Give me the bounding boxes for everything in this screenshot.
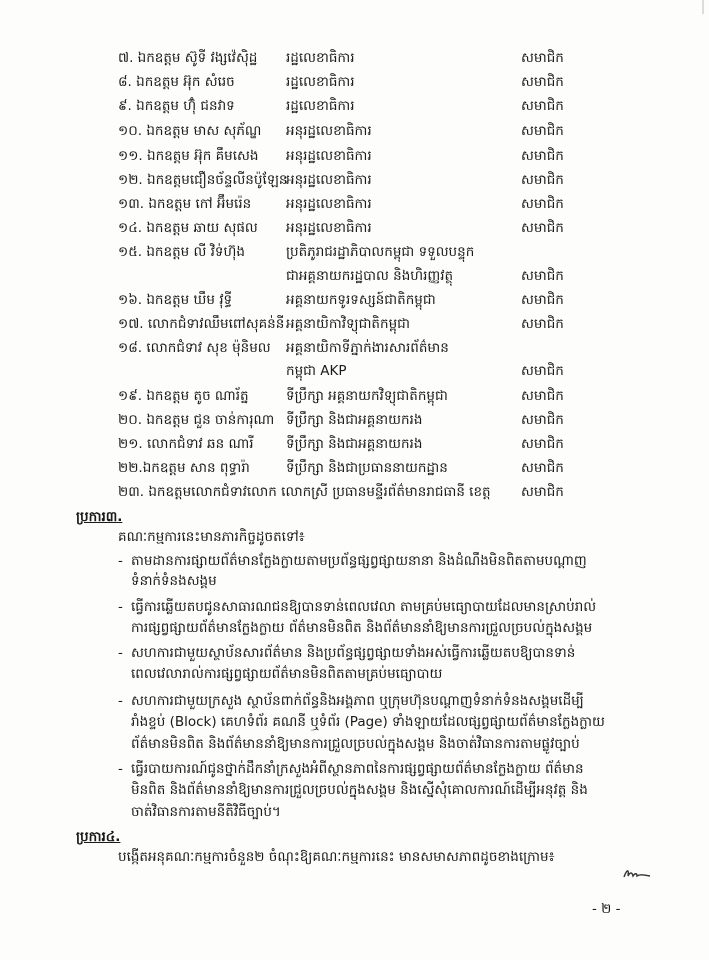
member-status: សមាជិក (521, 484, 564, 500)
scan-corner-mark (695, 0, 709, 14)
member-status: សមាជិក (521, 268, 564, 284)
member-role: ប្រតិភូរាជរដ្ឋាភិបាលកម្ពុជា ទទួលបន្ទុក (286, 244, 475, 260)
member-status: សមាជិក (521, 460, 564, 476)
member-status: សមាជិក (521, 388, 564, 404)
member-row (0, 120, 709, 142)
member-name: ១៨. លោកជំទាវ សុខ ម៉ុនិមល (118, 340, 271, 356)
member-row (0, 71, 709, 93)
member-name: ២២.ឯកឧត្តម សាន ពុទ្ធារ៉ា (118, 460, 250, 476)
member-status: សមាជិក (521, 98, 564, 114)
bullet-line: ពេលវេលារាល់ការផ្សព្វផ្សាយព័ត៌មានមិនពិតតាមគ្រប់មធ្យោបាយ (131, 666, 443, 682)
member-name: ១៧. លោកជំទាវឈឹមពៅសុគន់នី (118, 316, 285, 332)
member-role: ទីប្រឹក្សា និងជាអគ្គនាយករង (286, 412, 423, 428)
bullet-line: មិនពិត និងព័ត៌មាននាំឱ្យមានការជ្រួលច្របល់ក្នុងសង្គម និងស្នើសុំគោលការណ៍ដើម្បីអនុវត្ត និង (131, 782, 588, 798)
member-status: សមាជិក (521, 412, 564, 428)
member-role: អគ្គនាយិកាទីភ្នាក់ងារសារព័ត៌មាន (286, 340, 449, 356)
member-row (0, 360, 709, 382)
member-row (0, 217, 709, 239)
member-role: អនុរដ្ឋលេខាធិការ (286, 172, 372, 188)
member-status: សមាជិក (521, 316, 564, 332)
member-row (0, 169, 709, 191)
member-name: ១៩. ឯកឧត្តម តូច ណារ័ត្ន (118, 388, 249, 404)
member-row (0, 47, 709, 69)
member-role: រដ្ឋលេខាធិការ (286, 98, 355, 114)
member-status: សមាជិក (521, 172, 564, 188)
member-status: សមាជិក (521, 50, 564, 66)
member-row (0, 481, 709, 503)
bullet-line: ចាត់វិធានការតាមនីតិវិធីច្បាប់។ (131, 804, 281, 820)
member-name: ២៣. ឯកឧត្តមលោកជំទាវលោក លោកស្រី ប្រធានមន្ទីរព័ត៌មានរាជធានី ខេត្ត (118, 484, 491, 500)
member-status: សមាជិក (521, 196, 564, 212)
member-role: ទីប្រឹក្សា អគ្គនាយកវិទ្យុជាតិកម្ពុជា (286, 388, 448, 404)
member-row (0, 313, 709, 335)
article-4-heading: ប្រការ៤. (76, 829, 121, 845)
member-name: ៩. ឯកឧត្តម ហ៊ុំ ជនវាទ (118, 98, 235, 114)
member-row (0, 385, 709, 407)
member-role: អគ្គនាយកទូរទស្សន៍ជាតិកម្ពុជា (286, 292, 436, 308)
member-name: ១៤. ឯកឧត្តម ឆាយ សុផល (118, 220, 258, 236)
member-status: សមាជិក (521, 123, 564, 139)
member-role: អនុរដ្ឋលេខាធិការ (286, 148, 372, 164)
member-row (0, 433, 709, 455)
member-name: ១២. ឯកឧត្តមជឿនច័ន្ទលីនប៉ូឡែន (118, 172, 288, 188)
article-4-text: បង្កើតអនុគណៈកម្មការចំនួន២ ចំណុះឱ្យគណៈកម្មការនេះ មានសមាសភាពដូចខាងក្រោម៖ (118, 849, 555, 865)
page-number: - ២ - (592, 901, 621, 917)
member-name: ១១. ឯកឧត្តម អ៊ុក គឹមសេង (118, 148, 259, 164)
member-name: ៨. ឯកឧត្តម អ៊ុក សំរេច (118, 74, 235, 90)
article-3-heading: ប្រការ៣. (76, 509, 123, 525)
member-name: ២០. ឯកឧត្តម ជួន ចាន់ការុណា (118, 412, 275, 428)
member-name: ១៥. ឯកឧត្តម លី វិទ់ហ៊ុង (118, 244, 245, 260)
member-role: ជាអគ្គនាយករដ្ឋបាល និងហិរញ្ញវត្ថុ (286, 268, 454, 284)
member-status: សមាជិក (521, 74, 564, 90)
member-status: សមាជិក (521, 148, 564, 164)
member-status: សមាជិក (521, 363, 564, 379)
member-row (0, 265, 709, 287)
bullet-line: ទំនាក់ទំនងសង្គម (131, 573, 217, 589)
member-role: រដ្ឋលេខាធិការ (286, 50, 355, 66)
member-role: រដ្ឋលេខាធិការ (286, 74, 355, 90)
member-row (0, 289, 709, 311)
member-row (0, 95, 709, 117)
member-status: សមាជិក (521, 292, 564, 308)
member-row (0, 409, 709, 431)
member-role: អនុរដ្ឋលេខាធិការ (286, 123, 372, 139)
member-status: សមាជិក (521, 436, 564, 452)
member-role: ទីប្រឹក្សា និងជាអគ្គនាយករង (286, 436, 423, 452)
member-status: សមាជិក (521, 220, 564, 236)
member-role: អនុរដ្ឋលេខាធិការ (286, 196, 372, 212)
member-row (0, 145, 709, 167)
member-name: ២១. លោកជំទាវ ឆន ណារី (118, 436, 254, 452)
member-row (0, 337, 709, 359)
member-role: អនុរដ្ឋលេខាធិការ (286, 220, 372, 236)
member-row (0, 457, 709, 479)
member-role: កម្ពុជា AKP (286, 363, 347, 379)
initials-signature (622, 867, 652, 881)
member-name: ៧. ឯកឧត្តម ស៊ូទី វង្សវ៉េស៊ិដ្ឋ (118, 50, 258, 66)
member-name: ១៣. ឯកឧត្តម កៅ អ៊ឹមរ៉េន (118, 196, 252, 212)
member-role: ទីប្រឹក្សា និងជាប្រធាននាយកដ្ឋាន (286, 460, 448, 476)
article-3-intro: គណៈកម្មការនេះមានភារកិច្ចដូចតទៅ៖ (118, 529, 305, 545)
member-role: អគ្គនាយិកាវិទ្យុជាតិកម្ពុជា (286, 316, 410, 332)
bullet-line: ព័ត៌មានមិនពិត និងព័ត៌មាននាំឱ្យមានការជ្រួលច្របល់ក្នុងសង្គម និងចាត់វិធានការតាមផ្លូវច្បាប់ (131, 736, 580, 752)
document-page: ៧. ឯកឧត្តម ស៊ូទី វង្សវ៉េស៊ិដ្ឋ រដ្ឋលេខាធិការ សមាជិក ៨. ឯកឧត្តម អ៊ុក សំរេច រដ្ឋលេខាធិការ សមាជិក ៩. ឯកឧត្តម ហ៊ុំ ជនវាទ រដ្ឋលេខាធិការ សមាជិក ១០. ឯកឧត្តម មាស សុភ័ណ្ឌ អនុរដ្ឋលេខាធិការ សមាជិក ១១. ឯកឧត្តម អ៊ុក គឹមសេង អនុរដ្ឋលេខាធិការ សមាជិក ១២. ឯកឧត្តមជឿនច័ន្ទលីនប៉ូឡែន អនុរដ្ឋលេខាធិការ សមាជិក ១៣. ឯកឧត្តម កៅ អ៊ឹមរ៉េន អនុរដ្ឋលេខាធិការ សមាជិក ១៤. ឯកឧត្តម ឆាយ សុផល អនុរដ្ឋលេខាធិការ សមាជិក ១៥. ឯកឧត្តម លី វិទ់ហ៊ុង ប្រតិភូរាជរដ្ឋាភិបាលកម្ពុជា ទទួលបន្ទុក ជាអគ្គនាយករដ្ឋបាល និងហិរញ្ញវត្ថុ សមាជិក ១៦. ឯកឧត្តម ឃឹម វុទ្ធី អគ្គនាយកទូរទស្សន៍ជាតិកម្ពុជា សមាជិក ១៧. លោកជំទាវឈឹមពៅសុគន់នី អគ្គនាយិកាវិទ្យុជាតិកម្ពុជា សមាជិក ១៨. លោកជំទាវ សុខ ម៉ុនិមល អគ្គនាយិកាទីភ្នាក់ងារសារព័ត៌មាន កម្ពុជា AKP សមាជិក ១៩. ឯកឧត្តម តូច ណារ័ត្ន ទីប្រឹក្សា អគ្គនាយកវិទ្យុជាតិកម្ពុជា សមាជិក ២០. ឯកឧត្តម ជួន ចាន់ការុណា ទីប្រឹក្សា និងជាអគ្គនាយករង សមាជិក ២១. លោកជំទាវ ឆន ណារី ទីប្រឹក្សា និងជាអគ្គនាយករង សមាជិក ២២.ឯកឧត្តម សាន ពុទ្ធារ៉ា ទីប្រឹក្សា និងជាប្រធាននាយកដ្ឋាន សមាជិក ២៣. ឯកឧត្តមលោកជំទាវលោក លោកស្រី ប្រធានមន្ទីរព័ត៌មានរាជធានី ខេត្ត សមាជិក ប្រការ៣. គណៈកម្មការនេះមានភារកិច្ចដូចតទៅ៖ - តាមដានការផ្សាយព័ត៌មានក្លែងក្លាយតាមប្រព័ន្ធផ្សព្វផ្សាយនានា និងដំណឹងមិនពិតតាមបណ្ដាញ ទំនាក់ទំនងសង្គម - ធ្វើការឆ្លើយតបជូនសាធារណជនឱ្យបានទាន់ពេលវេលា តាមគ្រប់មធ្យោបាយដែលមានស្រាប់រាល់ ការផ្សព្វផ្សាយព័ត៌មានក្លែងក្លាយ ព័ត៌មានមិនពិត និងព័ត៌មាននាំឱ្យមានការជ្រួលច្របល់ក្នុងសង្គម - សហការជាមួយស្ថាប័នសារព័ត៌មាន និងប្រព័ន្ធផ្សព្វផ្សាយទាំងអស់ធ្វើការឆ្លើយតបឱ្យបានទាន់ ពេលវេលារាល់ការផ្សព្វផ្សាយព័ត៌មានមិនពិតតាមគ្រប់មធ្យោបាយ - សហការជាមួយក្រសួង ស្ថាប័នពាក់ព័ន្ធនិងអង្គភាព ឬក្រុមហ៊ុនបណ្ដាញទំនាក់ទំនងសង្គមដើម្បី រាំងខ្ទប់ (Block) គេហទំព័រ គណនី ឬទំព័រ (Page) ទាំងឡាយដែលផ្សព្វផ្សាយព័ត៌មានក្លែងក្លាយ ព័ត៌មានមិនពិត និងព័ត៌មាននាំឱ្យមានការជ្រួលច្របល់ក្នុងសង្គម និងចាត់វិធានការតាមផ្លូវច្បាប់ - ធ្វើរបាយការណ៍ជូនថ្នាក់ដឹកនាំក្រសួងអំពីស្ថានភាពនៃការផ្សព្វផ្សាយព័ត៌មានក្លែងក្លាយ ព័ត៌មាន មិនពិត និងព័ត៌មាននាំឱ្យមានការជ្រួលច្របល់ក្នុងសង្គម និងស្នើសុំគោលការណ៍ដើម្បីអនុវត្ត និង ចាត់វិធានការតាមនីតិវិធីច្បាប់។ ប្រការ៤. បង្កើតអនុគណៈកម្មការចំនួន២ ចំណុះឱ្យគណៈកម្មការនេះ មានសមាសភាពដូចខាងក្រោម៖ - ២ - (0, 0, 709, 960)
bullet-line: រាំងខ្ទប់ (Block) គេហទំព័រ គណនី ឬទំព័រ (Page) ទាំងឡាយដែលផ្សព្វផ្សាយព័ត៌មានក្លែងក្លាយ (131, 714, 605, 730)
member-name: ១០. ឯកឧត្តម មាស សុភ័ណ្ឌ (118, 123, 262, 139)
member-name: ១៦. ឯកឧត្តម ឃឹម វុទ្ធី (118, 292, 233, 308)
member-row (0, 241, 709, 263)
member-row (0, 193, 709, 215)
bullet-line: ការផ្សព្វផ្សាយព័ត៌មានក្លែងក្លាយ ព័ត៌មានមិនពិត និងព័ត៌មាននាំឱ្យមានការជ្រួលច្របល់ក្នុងសង្គម (131, 620, 593, 636)
